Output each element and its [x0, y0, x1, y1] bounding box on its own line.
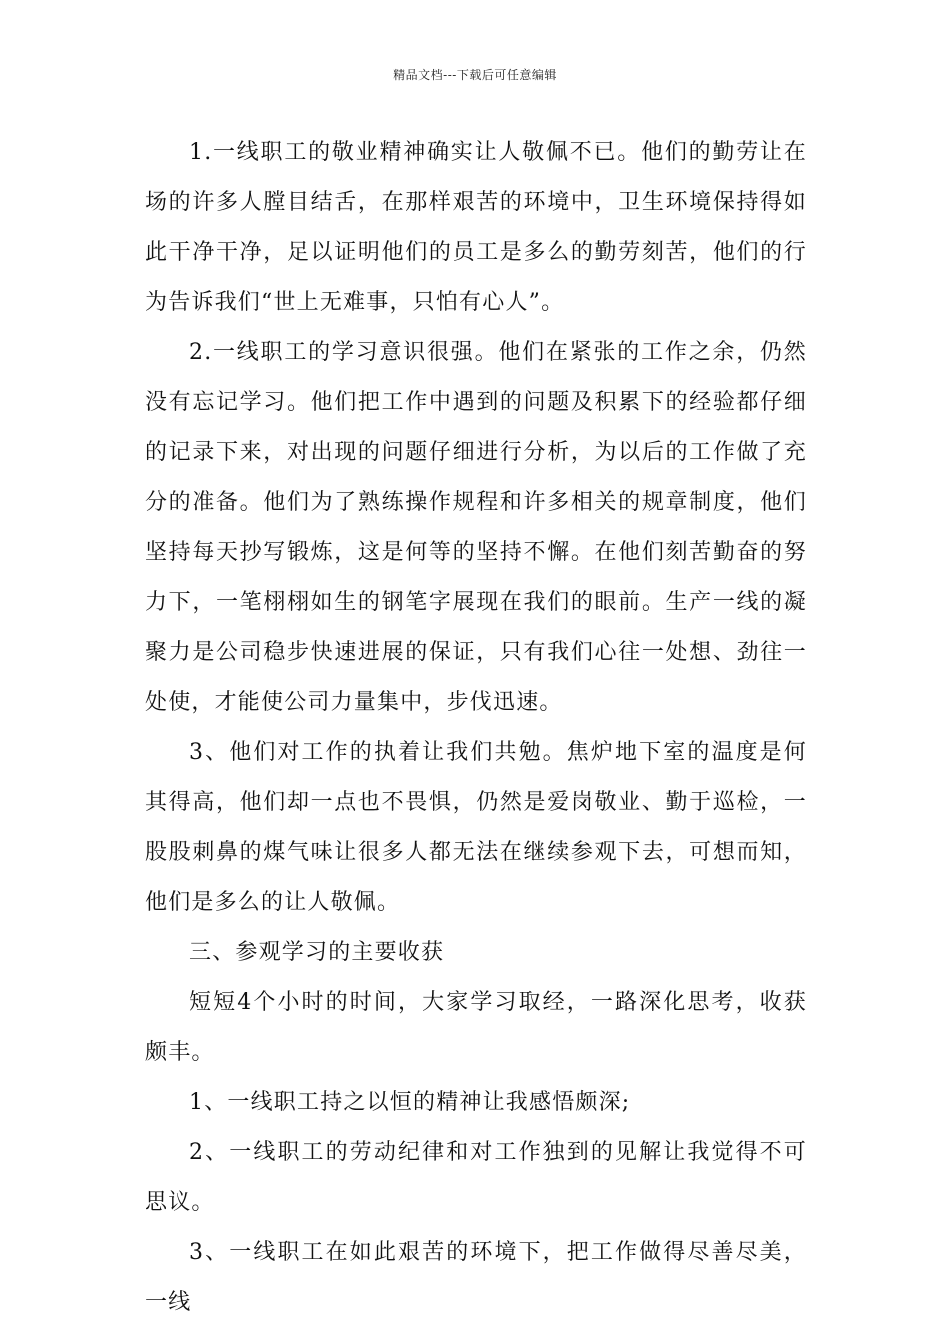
- document-body: [145, 128, 807, 1328]
- section-heading: 三、参观学习的主要收获: [189, 940, 445, 965]
- list-item-1: 1、一线职工持之以恒的精神让我感悟颇深;: [189, 1090, 631, 1115]
- list-item-2: 2、一线职工的劳动纪律和对工作独到的见解让我觉得不可思议。: [145, 1140, 807, 1215]
- paragraph-3: 3、他们对工作的执着让我们共勉。焦炉地下室的温度是何其得高，他们却一点也不畏惧，仍然是爱岗敬业、勤于巡检，一股股刺鼻的煤气味让很多人都无法在继续参观下去，可想而知，他们是多么的让人敬佩。: [145, 740, 807, 915]
- paragraph-2: 2.一线职工的学习意识很强。他们在紧张的工作之余，仍然没有忘记学习。他们把工作中遇到的问题及积累下的经验都仔细的记录下来，对出现的问题仔细进行分析，为以后的工作做了充分的准备。他们为了熟练操作规程和许多相关的规章制度，他们坚持每天抄写锻炼，这是何等的坚持不懈。在他们刻苦勤奋的努力下，一笔栩栩如生的钢笔字展现在我们的眼前。生产一线的凝聚力是公司稳步快速进展的保证，只有我们心往一处想、劲往一处使，才能使公司力量集中，步伐迅速。: [145, 340, 807, 715]
- list-item-3: 3、一线职工在如此艰苦的环境下，把工作做得尽善尽美，一线: [145, 1240, 807, 1315]
- paragraph-4: 短短4个小时的时间，大家学习取经，一路深化思考，收获颇丰。: [145, 990, 807, 1065]
- page-header: 精品文档---下载后可任意编辑: [393, 68, 557, 82]
- paragraph-1: 1.一线职工的敬业精神确实让人敬佩不已。他们的勤劳让在场的许多人膛目结舌，在那样艰苦的环境中，卫生环境保持得如此干净干净，足以证明他们的员工是多么的勤劳刻苦，他们的行为告诉我们“世上无难事，只怕有心人”。: [145, 140, 807, 315]
